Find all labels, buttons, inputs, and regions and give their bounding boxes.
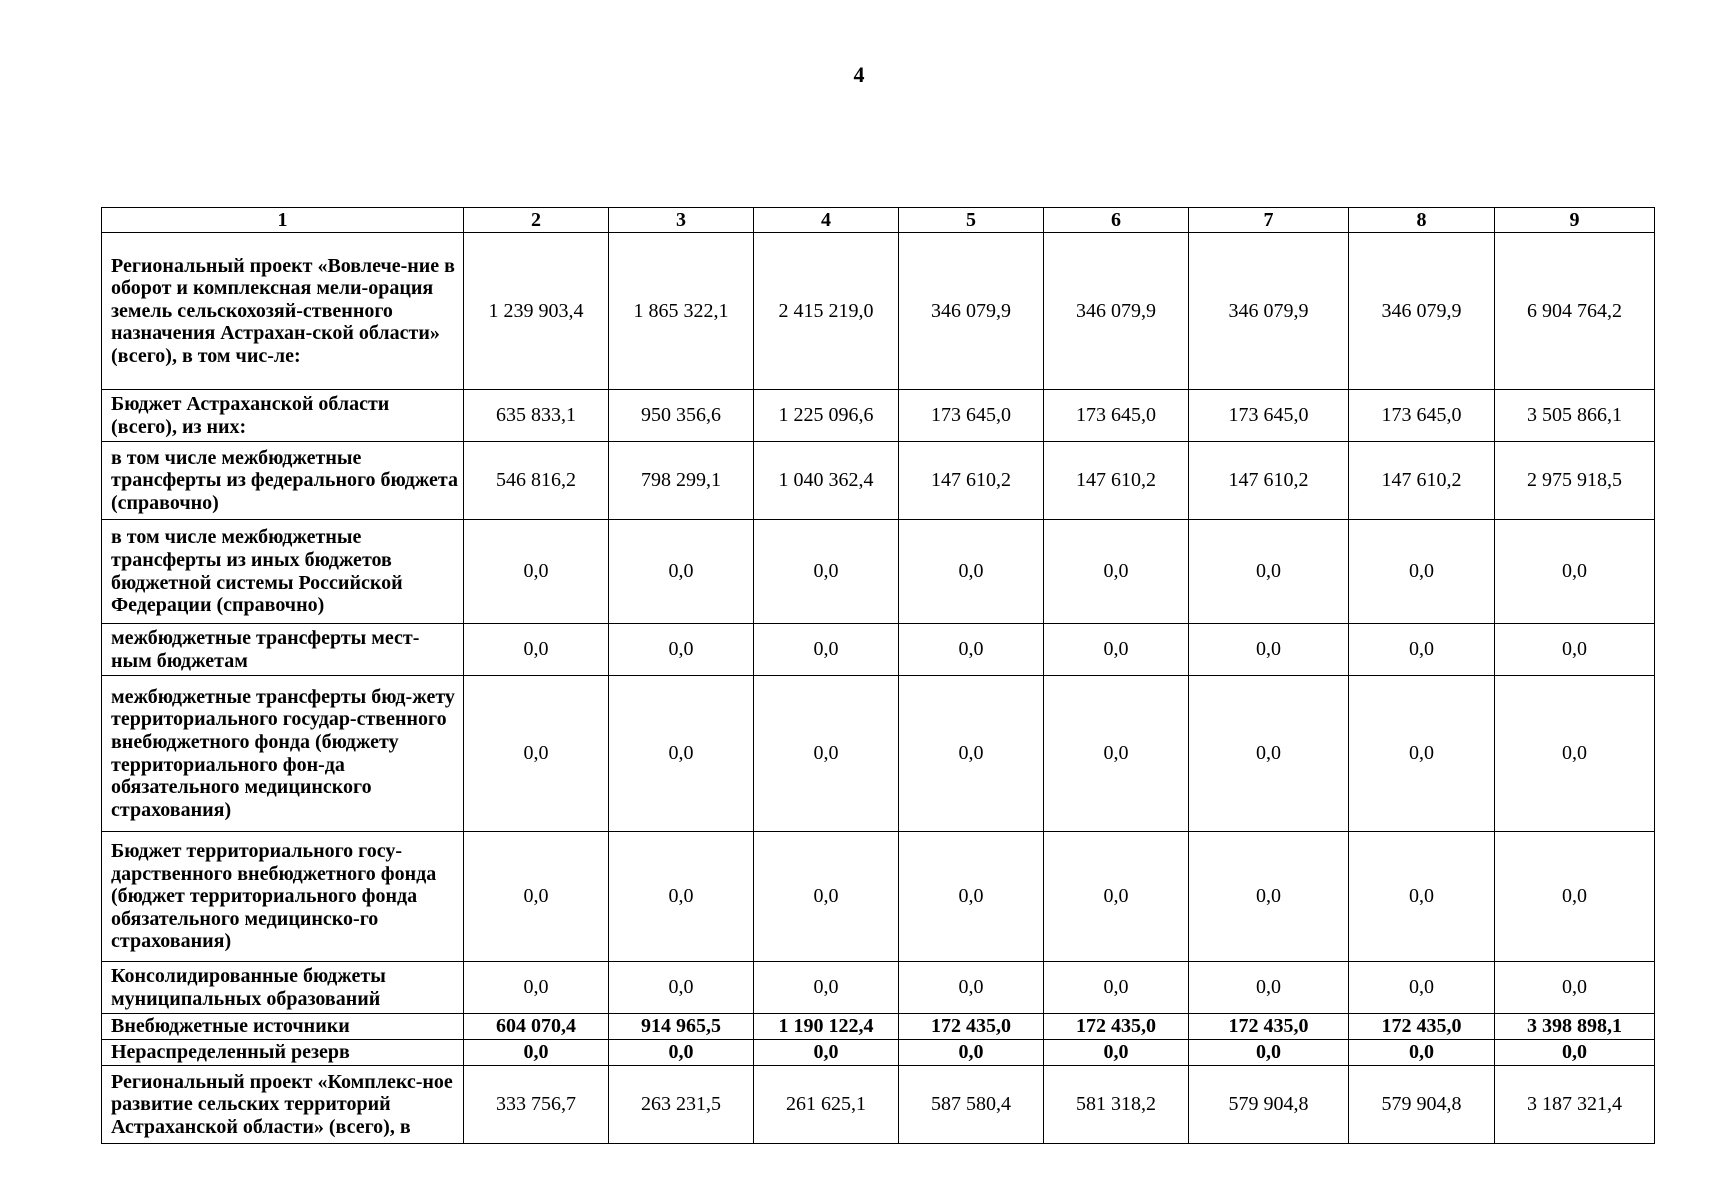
value-cell: 0,0	[754, 1040, 899, 1066]
value-cell: 0,0	[464, 520, 609, 624]
value-cell: 0,0	[1349, 520, 1495, 624]
value-cell: 172 435,0	[1189, 1014, 1349, 1040]
value-cell: 635 833,1	[464, 390, 609, 442]
value-cell: 147 610,2	[1044, 442, 1189, 520]
table-row	[102, 832, 1655, 962]
value-cell: 0,0	[1189, 1040, 1349, 1066]
value-cell: 346 079,9	[1349, 233, 1495, 390]
value-cell: 0,0	[464, 1040, 609, 1066]
column-header: 5	[899, 208, 1044, 233]
value-cell: 587 580,4	[899, 1066, 1044, 1144]
value-cell: 0,0	[1044, 520, 1189, 624]
value-cell: 798 299,1	[609, 442, 754, 520]
value-cell: 579 904,8	[1189, 1066, 1349, 1144]
table-row	[102, 390, 1655, 442]
value-cell: 0,0	[1189, 676, 1349, 832]
value-cell: 346 079,9	[899, 233, 1044, 390]
value-cell: 1 040 362,4	[754, 442, 899, 520]
value-cell: 0,0	[1495, 676, 1655, 832]
value-cell: 0,0	[1349, 676, 1495, 832]
value-cell: 346 079,9	[1189, 233, 1349, 390]
row-label: Бюджет Астраханской области (всего), из них:	[102, 390, 464, 442]
value-cell: 604 070,4	[464, 1014, 609, 1040]
value-cell: 1 190 122,4	[754, 1014, 899, 1040]
value-cell: 0,0	[899, 624, 1044, 676]
value-cell: 6 904 764,2	[1495, 233, 1655, 390]
value-cell: 173 645,0	[1044, 390, 1189, 442]
value-cell: 0,0	[899, 962, 1044, 1014]
table-row	[102, 624, 1655, 676]
value-cell: 0,0	[1044, 962, 1189, 1014]
column-header: 2	[464, 208, 609, 233]
value-cell: 0,0	[899, 520, 1044, 624]
value-cell: 261 625,1	[754, 1066, 899, 1144]
column-header: 4	[754, 208, 899, 233]
value-cell: 173 645,0	[1189, 390, 1349, 442]
row-label: Бюджет территориального госу-дарственного внебюджетного фонда (бюджет территориального фонда обязательного медицинско-го страхования)	[102, 832, 464, 962]
value-cell: 3 505 866,1	[1495, 390, 1655, 442]
value-cell: 0,0	[609, 624, 754, 676]
value-cell: 173 645,0	[899, 390, 1044, 442]
column-header: 3	[609, 208, 754, 233]
row-label: Внебюджетные источники	[102, 1014, 464, 1040]
value-cell: 0,0	[899, 1040, 1044, 1066]
value-cell: 0,0	[1044, 1040, 1189, 1066]
value-cell: 346 079,9	[1044, 233, 1189, 390]
table-row	[102, 1040, 1655, 1066]
value-cell: 0,0	[609, 676, 754, 832]
value-cell: 263 231,5	[609, 1066, 754, 1144]
value-cell: 1 225 096,6	[754, 390, 899, 442]
value-cell: 579 904,8	[1349, 1066, 1495, 1144]
table-row	[102, 233, 1655, 390]
value-cell: 0,0	[1349, 1040, 1495, 1066]
value-cell: 0,0	[609, 832, 754, 962]
row-label: Нераспределенный резерв	[102, 1040, 464, 1066]
value-cell: 0,0	[609, 962, 754, 1014]
value-cell: 0,0	[1495, 962, 1655, 1014]
value-cell: 0,0	[754, 832, 899, 962]
value-cell: 0,0	[899, 676, 1044, 832]
value-cell: 1 239 903,4	[464, 233, 609, 390]
value-cell: 0,0	[754, 962, 899, 1014]
table-body	[102, 233, 1655, 1144]
value-cell: 0,0	[1349, 624, 1495, 676]
column-header: 6	[1044, 208, 1189, 233]
value-cell: 0,0	[464, 962, 609, 1014]
value-cell: 0,0	[1495, 520, 1655, 624]
value-cell: 0,0	[1189, 832, 1349, 962]
value-cell: 0,0	[754, 676, 899, 832]
value-cell: 0,0	[1044, 832, 1189, 962]
value-cell: 0,0	[1189, 962, 1349, 1014]
value-cell: 2 415 219,0	[754, 233, 899, 390]
value-cell: 0,0	[754, 624, 899, 676]
value-cell: 0,0	[609, 1040, 754, 1066]
row-label: в том числе межбюджетные трансферты из федерального бюджета (справочно)	[102, 442, 464, 520]
value-cell: 0,0	[464, 676, 609, 832]
column-header: 9	[1495, 208, 1655, 233]
table-row	[102, 676, 1655, 832]
value-cell: 173 645,0	[1349, 390, 1495, 442]
column-header: 7	[1189, 208, 1349, 233]
value-cell: 0,0	[754, 520, 899, 624]
column-header: 8	[1349, 208, 1495, 233]
row-label: Региональный проект «Комплекс-ное развитие сельских территорий Астраханской области» (всего), в	[102, 1066, 464, 1144]
value-cell: 172 435,0	[1349, 1014, 1495, 1040]
page-number: 4	[853, 62, 865, 87]
column-header: 1	[102, 208, 464, 233]
value-cell: 333 756,7	[464, 1066, 609, 1144]
table-row	[102, 442, 1655, 520]
value-cell: 0,0	[1189, 520, 1349, 624]
value-cell: 0,0	[464, 624, 609, 676]
value-cell: 950 356,6	[609, 390, 754, 442]
value-cell: 3 187 321,4	[1495, 1066, 1655, 1144]
value-cell: 0,0	[1495, 832, 1655, 962]
row-label: межбюджетные трансферты бюд-жету территориального государ-ственного внебюджетного фонда (бюджету территориального фон-да обязательного медицинского страхования)	[102, 676, 464, 832]
value-cell: 147 610,2	[899, 442, 1044, 520]
value-cell: 546 816,2	[464, 442, 609, 520]
row-label: Региональный проект «Вовлече-ние в оборот и комплексная мели-орация земель сельскохозяй-ственного назначения Астрахан-ской области» (всего), в том чис-ле:	[102, 233, 464, 390]
table-row	[102, 1014, 1655, 1040]
value-cell: 0,0	[1044, 624, 1189, 676]
value-cell: 0,0	[1189, 624, 1349, 676]
table-row	[102, 1066, 1655, 1144]
value-cell: 147 610,2	[1349, 442, 1495, 520]
header-row	[102, 208, 1655, 233]
row-label: в том числе межбюджетные трансферты из иных бюджетов бюджетной системы Российской Федерации (справочно)	[102, 520, 464, 624]
value-cell: 0,0	[899, 832, 1044, 962]
value-cell: 3 398 898,1	[1495, 1014, 1655, 1040]
budget-table	[101, 207, 1655, 1144]
value-cell: 1 865 322,1	[609, 233, 754, 390]
value-cell: 0,0	[1044, 676, 1189, 832]
value-cell: 172 435,0	[899, 1014, 1044, 1040]
row-label: Консолидированные бюджеты муниципальных образований	[102, 962, 464, 1014]
table-row	[102, 520, 1655, 624]
value-cell: 0,0	[1349, 832, 1495, 962]
value-cell: 0,0	[1349, 962, 1495, 1014]
value-cell: 581 318,2	[1044, 1066, 1189, 1144]
value-cell: 0,0	[1495, 1040, 1655, 1066]
value-cell: 172 435,0	[1044, 1014, 1189, 1040]
value-cell: 0,0	[464, 832, 609, 962]
value-cell: 914 965,5	[609, 1014, 754, 1040]
value-cell: 2 975 918,5	[1495, 442, 1655, 520]
value-cell: 0,0	[1495, 624, 1655, 676]
row-label: межбюджетные трансферты мест-ным бюджетам	[102, 624, 464, 676]
value-cell: 0,0	[609, 520, 754, 624]
table-row	[102, 962, 1655, 1014]
value-cell: 147 610,2	[1189, 442, 1349, 520]
